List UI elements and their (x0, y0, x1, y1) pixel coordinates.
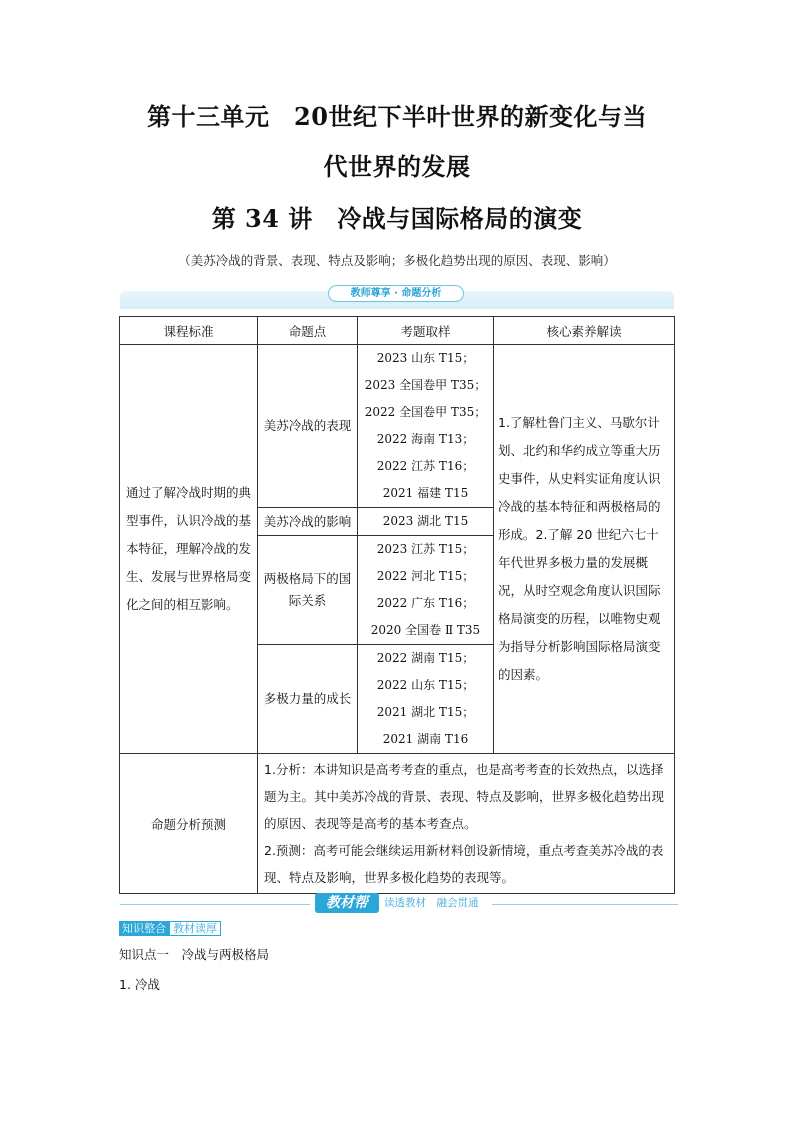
knowledge-point-heading: 知识点一 冷战与两极格局 (119, 947, 270, 962)
topic-cell: 两极格局下的国际关系 (258, 536, 358, 645)
exam-item: 2020 全国卷 Ⅱ T35 (370, 623, 481, 637)
divider-line (120, 904, 310, 905)
prediction-analysis: 1.分析：本讲知识是高考考查的重点，也是高考考查的长效热点，以选择题为主。其中美苏冷战的背景、表现、特点及影响，世界多极化趋势出现的原因、表现等是高考的基本考查点。 (264, 762, 665, 831)
table-row (120, 754, 675, 894)
subtitle: （美苏冷战的背景、表现、特点及影响；多极化趋势出现的原因、表现、影响） (178, 253, 616, 268)
header-topic: 命题点 (258, 317, 358, 345)
teacher-banner (120, 285, 674, 309)
section-tags (119, 921, 221, 936)
core-literacy: 1.了解杜鲁门主义、马歇尔计划、北约和华约成立等重大历史事件，从史料实证角度认识冷战的基本特征和两极格局的形成。2.了解 20 世纪六七十年代世界多极力量的发展概况，从时空观念角度认识国际格局演变的历程，以唯物史观为指导分析影响国际格局演变的因素。 (494, 345, 675, 754)
exam-item: 2022 河北 T15； (376, 569, 475, 583)
analysis-table (119, 316, 675, 894)
header-core: 核心素养解读 (494, 317, 675, 345)
prediction-text (258, 754, 675, 894)
exam-item: 2023 山东 T15； (376, 351, 475, 365)
exam-item: 2022 全国卷甲 T35； (364, 405, 487, 419)
exam-item: 2022 江苏 T16； (376, 459, 475, 473)
exam-item: 2023 江苏 T15； (376, 542, 475, 556)
divider-line (492, 904, 678, 905)
exam-cell (358, 645, 494, 754)
textbook-section-banner (120, 891, 678, 919)
curriculum-standard: 通过了解冷战时期的典型事件，认识冷战的基本特征，理解冷战的发生、发展与世界格局变化之间的相互影响。 (120, 345, 258, 754)
exam-item: 2022 广东 T16； (376, 596, 475, 610)
tag-knowledge: 知识整合 (119, 921, 169, 936)
header-curriculum: 课程标准 (120, 317, 258, 345)
exam-item: 2022 山东 T15； (376, 678, 475, 692)
lecture-title: 第 34 讲 冷战与国际格局的演变 (211, 204, 583, 233)
exam-item: 2021 湖北 T15； (376, 705, 475, 719)
unit-title-line2: 代世界的发展 (323, 152, 471, 181)
table-row (120, 345, 675, 508)
topic-cell: 美苏冷战的表现 (258, 345, 358, 508)
header-exams: 考题取样 (358, 317, 494, 345)
exam-cell (358, 536, 494, 645)
section-tagline: 读透教材 融会贯通 (384, 897, 479, 909)
table-header-row (120, 317, 675, 345)
prediction-forecast: 2.预测：高考可能会继续运用新材料创设新情境，重点考查美苏冷战的表现、特点及影响，世界多极化趋势的表现等。 (264, 843, 664, 885)
prediction-label: 命题分析预测 (120, 754, 258, 894)
exam-item: 2021 福建 T15 (382, 486, 469, 500)
list-item: 1. 冷战 (119, 977, 160, 992)
exam-item: 2022 海南 T13； (376, 432, 475, 446)
exam-item: 2023 全国卷甲 T35； (364, 378, 487, 392)
topic-cell: 多极力量的成长 (258, 645, 358, 754)
textbook-badge: 教材帮 (315, 893, 379, 913)
banner-label: 教师尊享 · 命题分析 (328, 285, 464, 302)
exam-cell (358, 345, 494, 508)
topic-cell: 美苏冷战的影响 (258, 508, 358, 536)
unit-title-line1: 第十三单元 20世纪下半叶世界的新变化与当 (147, 102, 647, 131)
exam-item: 2023 湖北 T15 (382, 514, 469, 528)
exam-item: 2021 湖南 T16 (382, 732, 469, 746)
exam-item: 2022 湖南 T15； (376, 651, 475, 665)
exam-cell (358, 508, 494, 536)
tag-textbook: 教材读厚 (169, 921, 221, 936)
